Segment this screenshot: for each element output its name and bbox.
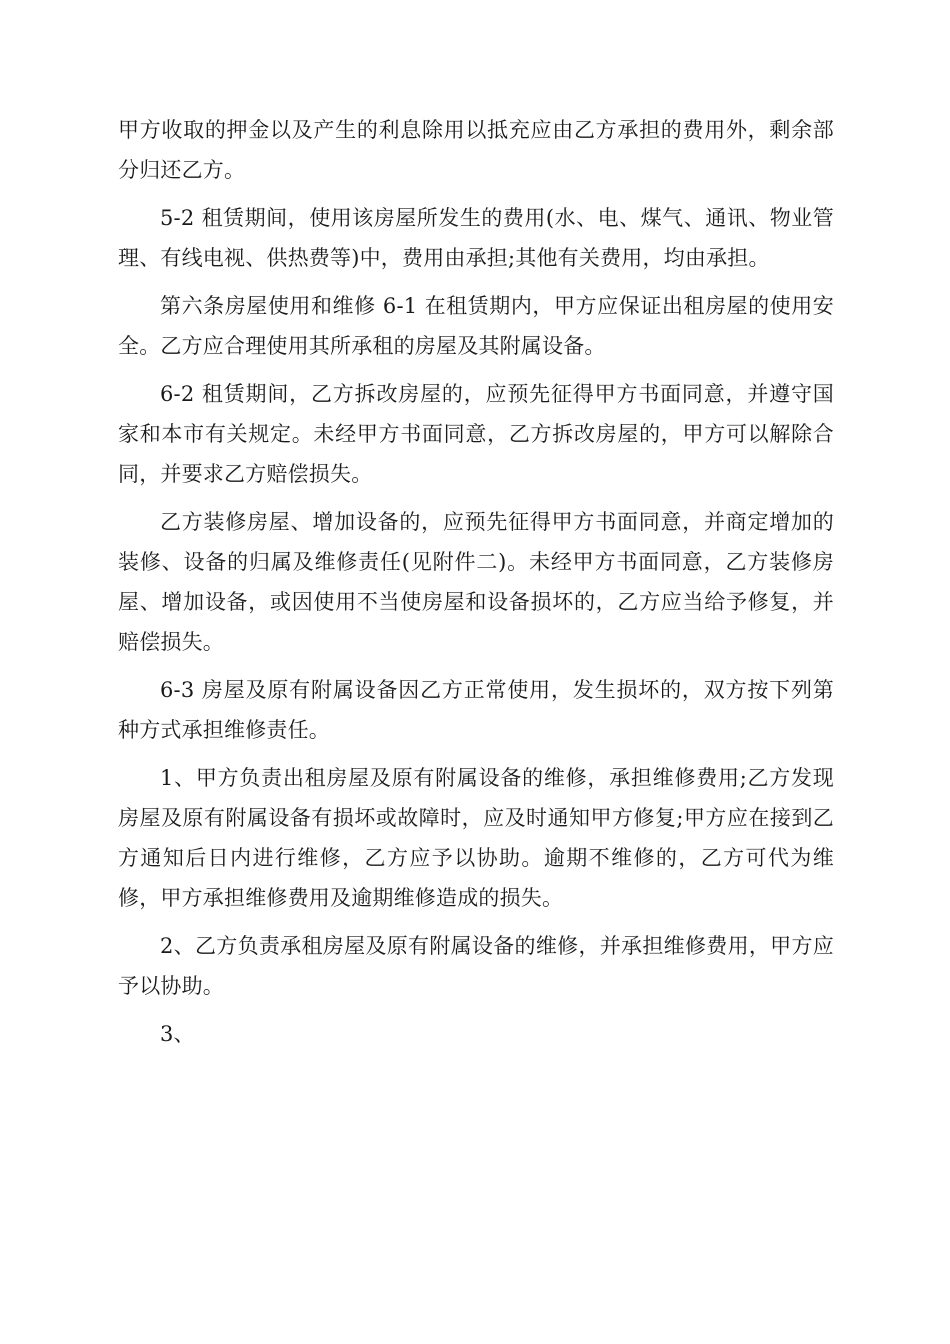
paragraph-decoration: 乙方装修房屋、增加设备的，应预先征得甲方书面同意，并商定增加的装修、设备的归属及维修责任(见附件二)。未经甲方书面同意，乙方装修房屋、增加设备，或因使用不当使房屋和设备损坏的，乙方应当给予修复，并赔偿损失。 (118, 510, 834, 654)
paragraph-6-2-alterations: 6-2 租赁期间，乙方拆改房屋的，应预先征得甲方书面同意，并遵守国家和本市有关规定。未经甲方书面同意，乙方拆改房屋的，甲方可以解除合同，并要求乙方赔偿损失。 (118, 382, 834, 486)
paragraph-option-3: 3、 (160, 1022, 195, 1046)
paragraph-deposit-return: 甲方收取的押金以及产生的利息除用以抵充应由乙方承担的费用外，剩余部分归还乙方。 (118, 118, 834, 182)
document-body (118, 110, 834, 1062)
paragraph-article-6-1: 第六条房屋使用和维修 6-1 在租赁期内，甲方应保证出租房屋的使用安全。乙方应合理使用其所承租的房屋及其附属设备。 (118, 294, 834, 358)
paragraph-6-3-repair: 6-3 房屋及原有附属设备因乙方正常使用，发生损坏的，双方按下列第种方式承担维修责任。 (118, 678, 834, 742)
paragraph-option-1: 1、甲方负责出租房屋及原有附属设备的维修，承担维修费用;乙方发现房屋及原有附属设备有损坏或故障时，应及时通知甲方修复;甲方应在接到乙方通知后日内进行维修，乙方应予以协助。逾期不维修的，乙方可代为维修，甲方承担维修费用及逾期维修造成的损失。 (118, 766, 834, 910)
paragraph-5-2-expenses: 5-2 租赁期间，使用该房屋所发生的费用(水、电、煤气、通讯、物业管理、有线电视、供热费等)中，费用由承担;其他有关费用，均由承担。 (118, 206, 834, 270)
paragraph-option-2: 2、乙方负责承租房屋及原有附属设备的维修，并承担维修费用，甲方应予以协助。 (118, 934, 834, 998)
